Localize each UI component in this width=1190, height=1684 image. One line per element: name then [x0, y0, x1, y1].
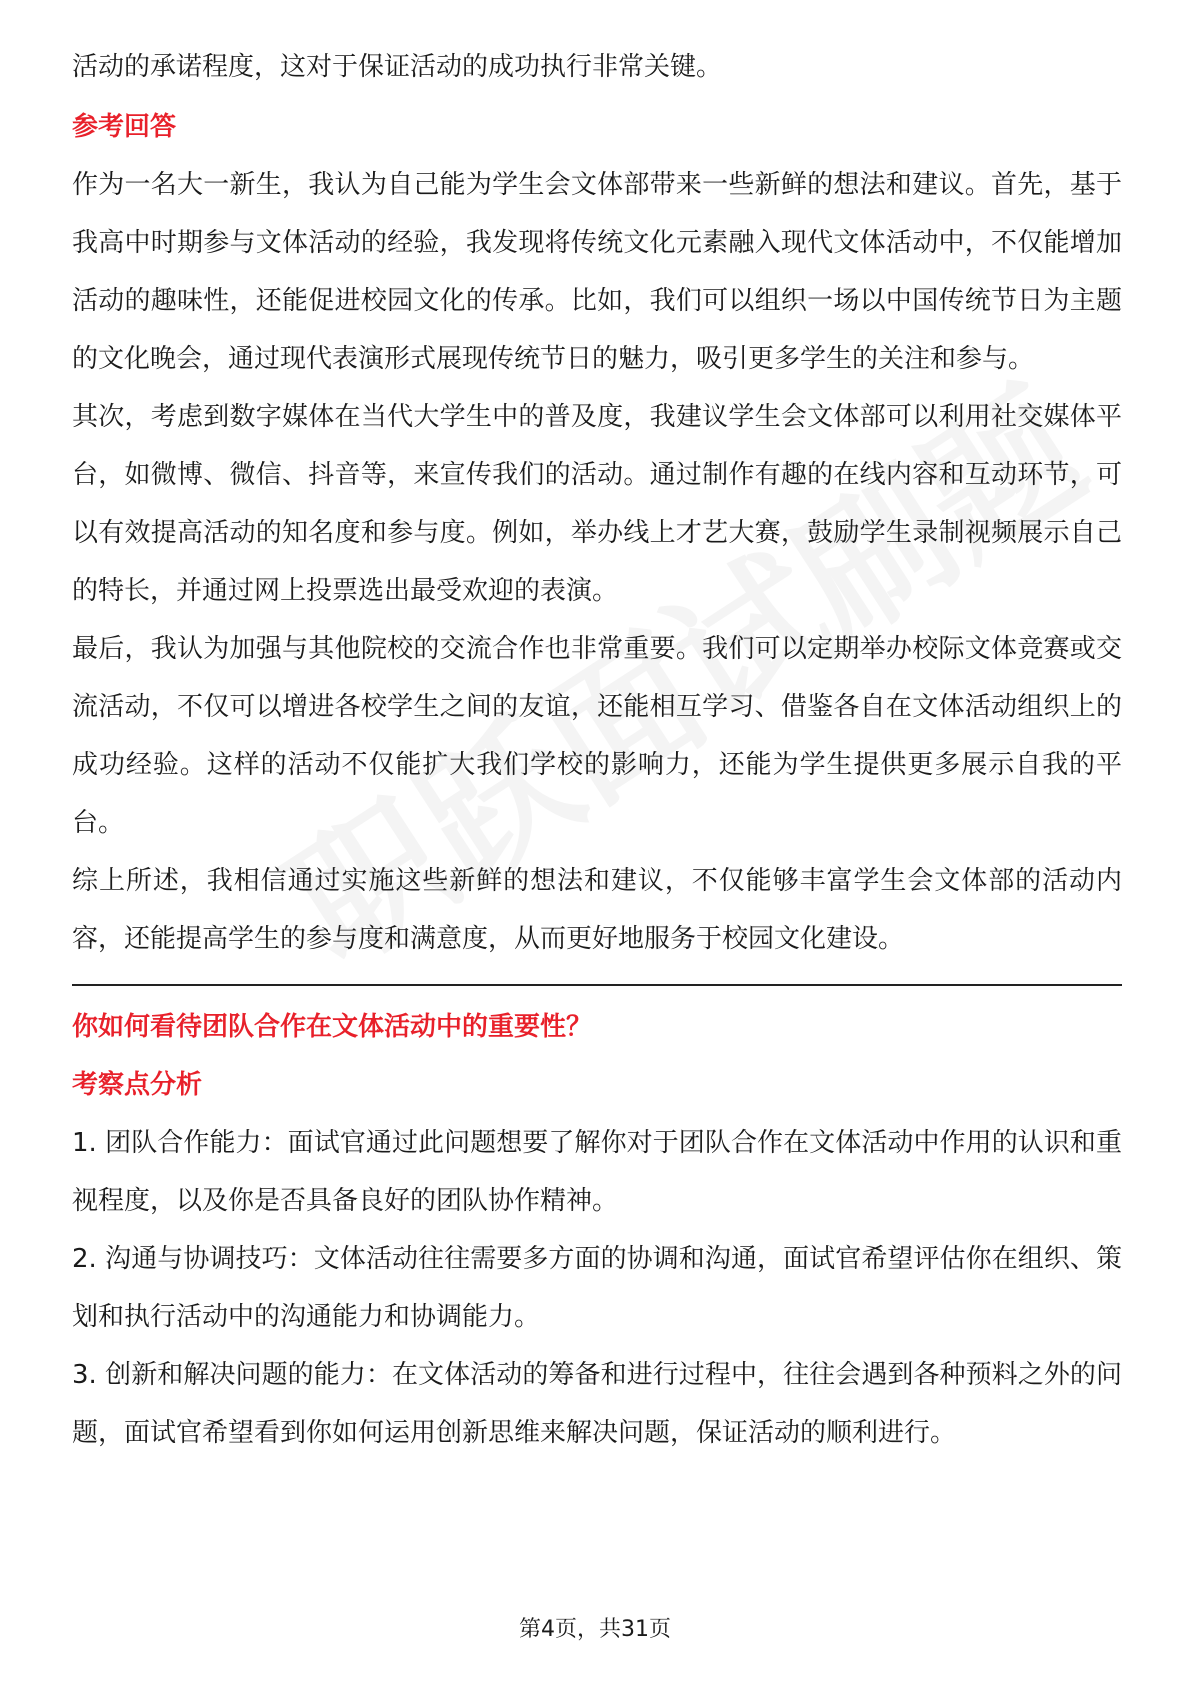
analysis-point: 3. 创新和解决问题的能力：在文体活动的筹备和进行过程中，往往会遇到各种预料之外的问题，面试官希望看到你如何运用创新思维来解决问题，保证活动的顺利进行。: [72, 1360, 1122, 1448]
continued-text: 活动的承诺程度，这对于保证活动的成功执行非常关键。: [72, 52, 723, 82]
answer-paragraph: 作为一名大一新生，我认为自己能为学生会文体部带来一些新鲜的想法和建议。首先，基于我高中时期参与文体活动的经验，我发现将传统文化元素融入现代文体活动中，不仅能增加活动的趣味性，还能促进校园文化的传承。比如，我们可以组织一场以中国传统节日为主题的文化晚会，通过现代表演形式展现传统节日的魅力，吸引更多学生的关注和参与。: [72, 170, 1122, 374]
answer-paragraph: 最后，我认为加强与其他院校的交流合作也非常重要。我们可以定期举办校际文体竞赛或交流活动，不仅可以增进各校学生之间的友谊，还能相互学习、借鉴各自在文体活动组织上的成功经验。这样的活动不仅能扩大我们学校的影响力，还能为学生提供更多展示自我的平台。: [72, 634, 1122, 838]
analysis-heading: 考察点分析: [72, 1070, 203, 1100]
answer-paragraph: 综上所述，我相信通过实施这些新鲜的想法和建议，不仅能够丰富学生会文体部的活动内容，还能提高学生的参与度和满意度，从而更好地服务于校园文化建设。: [72, 866, 1122, 954]
analysis-point: 1. 团队合作能力：面试官通过此问题想要了解你对于团队合作在文体活动中作用的认识和重视程度，以及你是否具备良好的团队协作精神。: [72, 1128, 1122, 1216]
analysis-point: 2. 沟通与协调技巧：文体活动往往需要多方面的协调和沟通，面试官希望评估你在组织、策划和执行活动中的沟通能力和协调能力。: [72, 1244, 1122, 1332]
document-body: [72, 38, 1122, 1462]
question-title: 你如何看待团队合作在文体活动中的重要性？: [72, 1012, 593, 1042]
answer-paragraph: 其次，考虑到数字媒体在当代大学生中的普及度，我建议学生会文体部可以利用社交媒体平台，如微博、微信、抖音等，来宣传我们的活动。通过制作有趣的在线内容和互动环节，可以有效提高活动的知名度和参与度。例如，举办线上才艺大赛，鼓励学生录制视频展示自己的特长，并通过网上投票选出最受欢迎的表演。: [72, 402, 1122, 606]
page-number: 第4页，共31页: [519, 1617, 671, 1642]
section-divider: [72, 984, 1122, 986]
answer-heading: 参考回答: [72, 112, 177, 142]
